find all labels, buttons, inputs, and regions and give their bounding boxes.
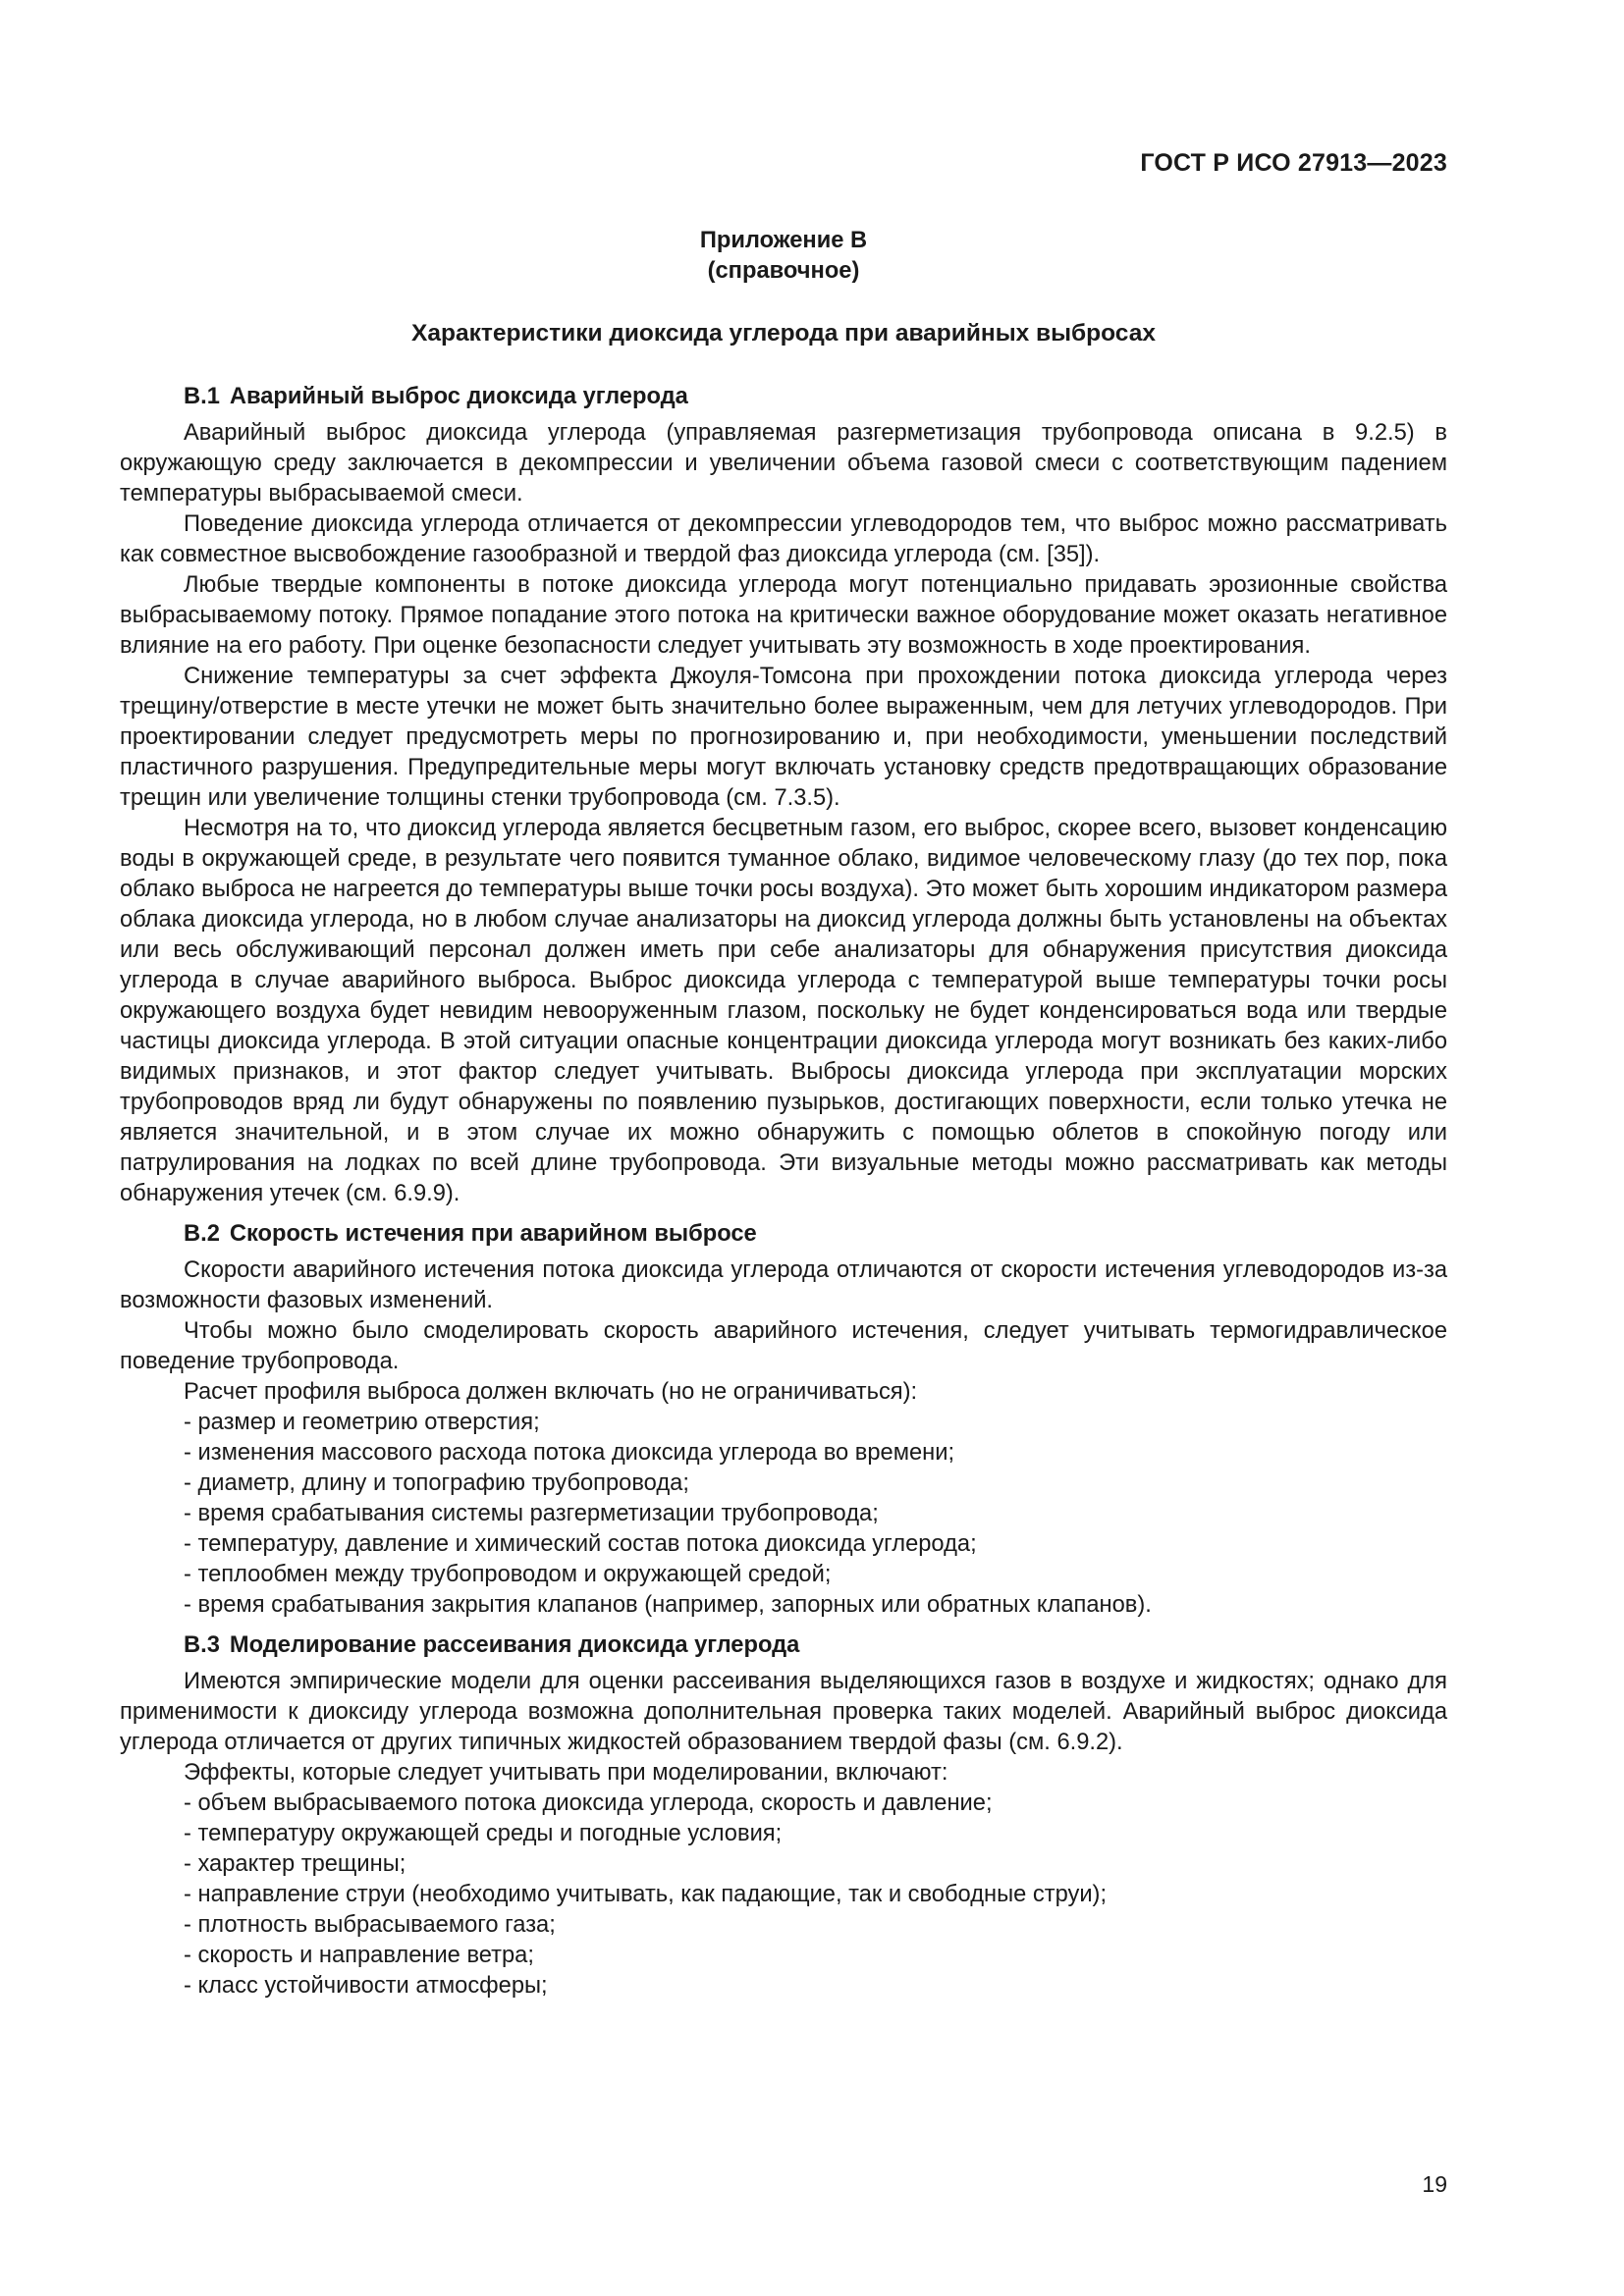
annex-status: (справочное): [707, 258, 860, 284]
list-item: - класс устойчивости атмосферы;: [184, 1971, 1447, 2002]
list-item: - время срабатывания системы разгерметизации трубопровода;: [184, 1499, 1447, 1529]
section-number: В.3: [184, 1632, 220, 1658]
annex-content: [120, 382, 1447, 2002]
paragraph: Аварийный выброс диоксида углерода (управляемая разгерметизация трубопровода описана в 9.2.5) в окружающую среду заключается в декомпрессии и увеличении объема газовой смеси с соответствующим падением температуры выбрасываемой смеси.: [120, 420, 1447, 507]
paragraph: Несмотря на то, что диоксид углерода является бесцветным газом, его выброс, скорее всего, вызовет конденсацию воды в окружающей среде, в результате чего появится туманное облако, видимое человеческому глазу (до тех пор, пока облако выброса не нагреется до температуры выше точки росы воздуха). Это может быть хорошим индикатором размера облака диоксида углерода, но в любом случае анализаторы на диоксид углерода должны быть установлены на объектах или весь обслуживающий персонал должен иметь при себе анализаторы для обнаружения присутствия диоксида углерода в случае аварийного выброса. Выброс диоксида углерода с температурой выше температуры точки росы окружающего воздуха будет невидим невооруженным глазом, поскольку не будет конденсироваться вода или твердые частицы диоксида углерода. В этой ситуации опасные концентрации диоксида углерода могут возникать без каких-либо видимых признаков, и этот фактор следует учитывать. Выбросы диоксида углерода при эксплуатации морских трубопроводов вряд ли будут обнаружены по появлению пузырьков, достигающих поверхности, если только утечка не является значительной, и в этом случае их можно обнаружить с помощью облетов в спокойную погоду или патрулирования на лодках по всей длине трубопровода. Эти визуальные методы можно рассматривать как методы обнаружения утечек (см. 6.9.9).: [120, 816, 1447, 1206]
paragraph: Эффекты, которые следует учитывать при моделировании, включают:: [184, 1760, 948, 1786]
list-item: - характер трещины;: [184, 1849, 1447, 1880]
annex-heading: [120, 226, 1447, 287]
section-number: В.2: [184, 1221, 220, 1247]
list-item: - температуру, давление и химический состав потока диоксида углерода;: [184, 1529, 1447, 1560]
list-item: - размер и геометрию отверстия;: [184, 1408, 1447, 1438]
list-item: - температуру окружающей среды и погодные условия;: [184, 1819, 1447, 1849]
paragraph: Поведение диоксида углерода отличается от декомпрессии углеводородов тем, что выброс можно рассматривать как совместное высвобождение газообразной и твердой фаз диоксида углерода (см. [35]).: [120, 511, 1447, 567]
section-title: Моделирование рассеивания диоксида углерода: [229, 1632, 800, 1658]
paragraph: Снижение температуры за счет эффекта Джоуля-Томсона при прохождении потока диоксида углерода через трещину/отверстие в месте утечки не может быть значительно более выраженным, чем для летучих углеводородов. При проектировании следует предусмотреть меры по прогнозированию и, при необходимости, уменьшении последствий пластичного разрушения. Предупредительные меры могут включать установку средств предотвращающих образование трещин или увеличение толщины стенки трубопровода (см. 7.3.5).: [120, 664, 1447, 811]
annex-title: Характеристики диоксида углерода при аварийных выбросах: [411, 320, 1156, 347]
list-item: - скорость и направление ветра;: [184, 1941, 1447, 1971]
page-number: 19: [1422, 2171, 1447, 2197]
release-profile-list: [120, 1408, 1447, 1621]
section-title: Скорость истечения при аварийном выбросе: [229, 1221, 757, 1247]
list-item: - диаметр, длину и топографию трубопровода;: [184, 1468, 1447, 1499]
section-heading-b3: [120, 1630, 1447, 1661]
section-title: Аварийный выброс диоксида углерода: [229, 384, 688, 409]
paragraph: Чтобы можно было смоделировать скорость аварийного истечения, следует учитывать термогидравлическое поведение трубопровода.: [120, 1318, 1447, 1374]
section-heading-b1: [120, 382, 1447, 412]
modeling-effects-list: [120, 1789, 1447, 2002]
annex-label: Приложение В: [699, 228, 868, 253]
list-item: - время срабатывания закрытия клапанов (например, запорных или обратных клапанов).: [184, 1590, 1447, 1621]
document-id: ГОСТ Р ИСО 27913—2023: [1140, 149, 1447, 177]
list-item: - плотность выбрасываемого газа;: [184, 1910, 1447, 1941]
list-item: - объем выбрасываемого потока диоксида углерода, скорость и давление;: [184, 1789, 1447, 1819]
paragraph: Любые твердые компоненты в потоке диоксида углерода могут потенциально придавать эрозионные свойства выбрасываемому потоку. Прямое попадание этого потока на критически важное оборудование может оказать негативное влияние на его работу. При оценке безопасности следует учитывать эту возможность в ходе проектирования.: [120, 572, 1447, 659]
section-number: В.1: [184, 384, 220, 409]
paragraph: Имеются эмпирические модели для оценки рассеивания выделяющихся газов в воздухе и жидкостях; однако для применимости к диоксиду углерода возможна дополнительная проверка таких моделей. Аварийный выброс диоксида углерода отличается от других типичных жидкостей образованием твердой фазы (см. 6.9.2).: [120, 1669, 1447, 1755]
list-item: - направление струи (необходимо учитывать, как падающие, так и свободные струи);: [184, 1880, 1447, 1910]
list-item: - изменения массового расхода потока диоксида углерода во времени;: [184, 1438, 1447, 1468]
paragraph: Расчет профиля выброса должен включать (но не ограничиваться):: [184, 1379, 918, 1405]
paragraph: Скорости аварийного истечения потока диоксида углерода отличаются от скорости истечения углеводородов из-за возможности фазовых изменений.: [120, 1257, 1447, 1313]
list-item: - теплообмен между трубопроводом и окружающей средой;: [184, 1560, 1447, 1590]
section-heading-b2: [120, 1219, 1447, 1250]
